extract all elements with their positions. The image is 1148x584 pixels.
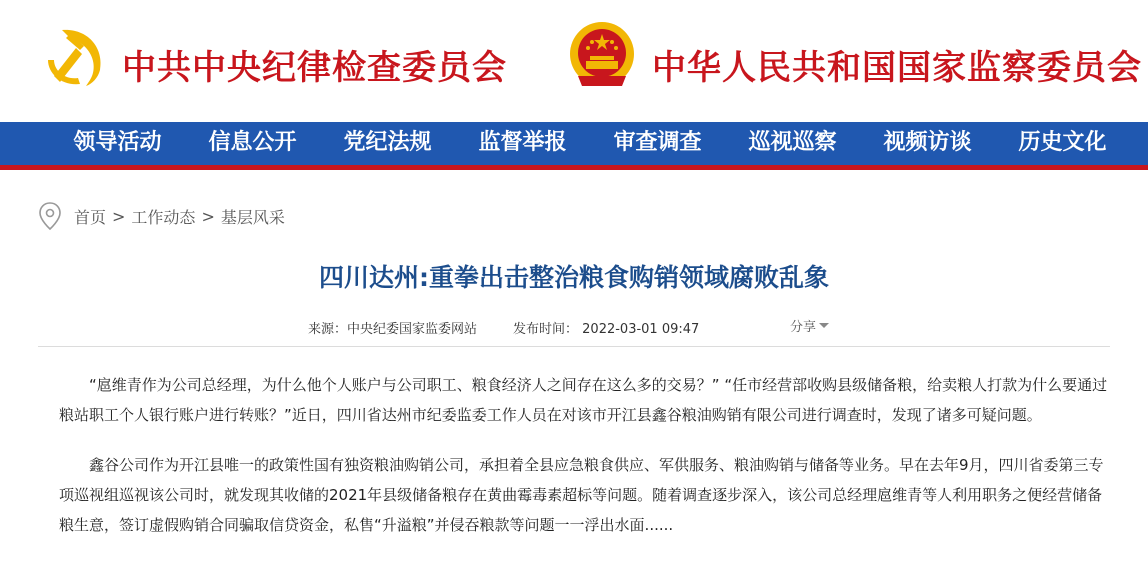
breadcrumb-separator: > — [201, 206, 215, 226]
nsc-title[interactable]: 中华人民共和国国家监察委员会 — [652, 48, 1142, 88]
nav-item-report[interactable]: 监督举报 — [478, 129, 567, 155]
breadcrumb-work-news[interactable]: 工作动态 — [131, 207, 196, 227]
article-title: 四川达州:重拳出击整治粮食购销领域腐败乱象 — [319, 263, 829, 292]
ccdi-title[interactable]: 中共中央纪律检查委员会 — [122, 48, 507, 88]
breadcrumb-separator: > — [112, 206, 126, 226]
breadcrumb-grassroots[interactable]: 基层风采 — [220, 207, 285, 227]
nav-item-leadership[interactable]: 领导活动 — [73, 129, 162, 155]
article-paragraph: “扈维青作为公司总经理，为什么他个人账户与公司职工、粮食经济人之间存在这么多的交易？” “任市经营部收购县级储备粮，给卖粮人打款为什么要通过粮站职工个人银行账户进行转账？”近日，四川省达州市纪委监委工作人员在对该市开江县鑫谷粮油购销有限公司进行调查时，发现了诸多可疑问题。 — [59, 376, 1108, 424]
national-emblem-icon[interactable] — [568, 20, 636, 92]
nav-item-video[interactable]: 视频访谈 — [883, 129, 972, 155]
party-emblem-icon[interactable] — [40, 22, 108, 90]
nav-item-inspection[interactable]: 巡视巡察 — [748, 129, 837, 155]
article-publish-time: 发布时间： 2022-03-01 09:47 — [513, 322, 700, 337]
article-source: 来源：中央纪委国家监委网站 — [308, 322, 478, 337]
article-body — [59, 370, 1117, 560]
article-meta — [308, 318, 699, 337]
share-button[interactable] — [790, 316, 829, 335]
nav-item-history[interactable]: 历史文化 — [1018, 129, 1107, 155]
main-nav — [0, 122, 1148, 165]
title-divider — [38, 346, 1110, 347]
site-header — [0, 0, 1148, 122]
nav-accent-stripe — [0, 165, 1148, 170]
share-label: 分享 — [790, 320, 817, 335]
article-paragraph: 鑫谷公司作为开江县唯一的政策性国有独资粮油购销公司，承担着全县应急粮食供应、军供服务、粮油购销与储备等业务。早在去年9月，四川省委第三专项巡视组巡视该公司时，就发现其收储的2021年县级储备粮存在黄曲霉毒素超标等问题。随着调查逐步深入，该公司总经理扈维青等人利用职务之便经营储备粮生意，签订虚假购销合同骗取信贷资金，私售“升溢粮”并侵吞粮款等问题一一浮出水面...... — [59, 456, 1104, 534]
location-pin-icon — [38, 201, 62, 231]
chevron-down-icon — [819, 323, 829, 328]
nav-item-regulations[interactable]: 党纪法规 — [343, 129, 432, 155]
nav-item-info-disclosure[interactable]: 信息公开 — [208, 129, 297, 155]
breadcrumb-home[interactable]: 首页 — [74, 207, 107, 227]
nav-item-investigation[interactable]: 审查调查 — [613, 129, 702, 155]
breadcrumb — [38, 200, 285, 232]
